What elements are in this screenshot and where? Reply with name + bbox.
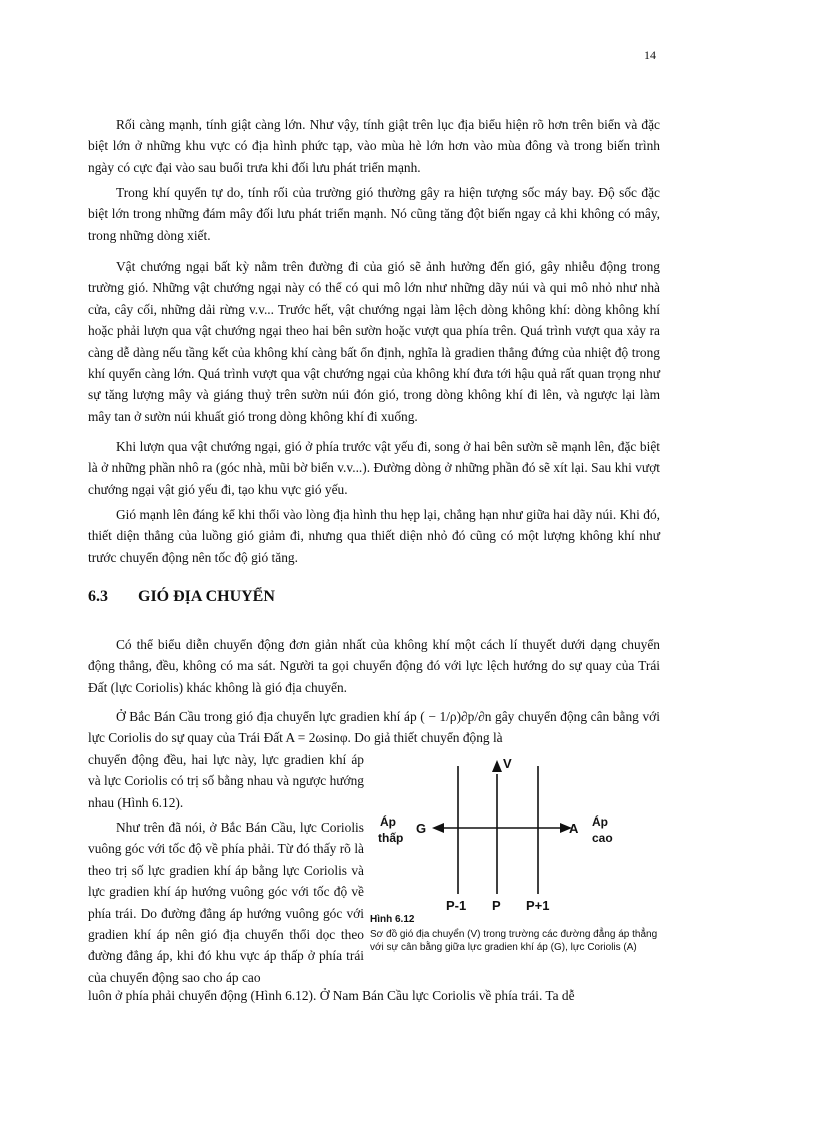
label-low-1: Áp (380, 815, 396, 829)
gradient-arrow-left-icon (432, 823, 444, 833)
label-g: G (416, 821, 427, 836)
geostrophic-diagram (370, 752, 660, 912)
section-title: GIÓ ĐỊA CHUYỂN (138, 588, 275, 605)
label-p-plus-1: P+1 (526, 898, 550, 912)
section-number: 6.3 (88, 588, 108, 605)
wind-arrow-up-icon (492, 760, 502, 772)
figure-caption-title: Hình 6.12 (370, 914, 415, 925)
label-high-1: Áp (592, 815, 608, 829)
label-high-2: cao (592, 831, 613, 845)
paragraph-obstacles: Vật chướng ngại bất kỳ nằm trên đường đi của gió sẽ ảnh hưởng đến gió, gây nhiễu động trong trường gió. Những vật chướng ngại này có thể có qui mô lớn như những dãy núi và qui mô nhỏ như nhà cửa, cây cối, những dải rừng v.v... Trước hết, vật chướng ngại làm lệch dòng không khí: dòng không khí hoặc phải lượn qua vật chướng ngại theo hai bên sườn hoặc vượt qua phía trên. Quá trình vượt qua xảy ra càng dễ dàng nếu tầng kết của không khí càng bất ổn định, nghĩa là gradien thẳng đứng của nhiệt độ trong khí quyển càng lớn. Quá trình vượt qua vật chướng ngại của không khí đưa tới hậu quả rất quan trọng như sự tăng lượng mây và giáng thuỷ trên sườn núi đón gió, trong dòng không khí đi lên, và ngược lại làm mây tan ở sườn núi khuất gió trong dòng không khí đi xuống. (88, 259, 660, 424)
section-heading (88, 588, 275, 606)
paragraph-geostrophic-intro: Có thể biểu diễn chuyển động đơn giản nhất của không khí một cách lí thuyết dưới dạng chuyển động thẳng, đều, không có ma sát. Người ta gọi chuyển động đó với lực lệch hướng do sự quay của Trái Đất (lực Coriolis) khác không là gió địa chuyển. (88, 637, 660, 695)
label-a: A (569, 821, 579, 836)
label-p: P (492, 898, 501, 912)
label-low-2: thấp (378, 831, 404, 845)
paragraph-flow-around: Khi lượn qua vật chướng ngại, gió ở phía trước vật yếu đi, song ở hai bên sườn sẽ mạnh lên, đặc biệt là ở những phần nhô ra (góc nhà, mũi bờ biển v.v...). Đường dòng ở những phần đó sẽ xít lại. Sau khi vượt chướng ngại vật gió yếu đi, tạo khu vực gió yếu. (88, 439, 660, 497)
figure-caption-text: Sơ đồ gió địa chuyển (V) trong trường các đường đẳng áp thẳng với sự cân bằng giữa lực gradien khí áp (G), lực Coriolis (A) (370, 929, 658, 953)
page-number: 14 (644, 48, 656, 62)
paragraph-narrowing: Gió mạnh lên đáng kể khi thổi vào lòng địa hình thu hẹp lại, chẳng hạn như giữa hai dãy núi. Khi đó, thiết diện thẳng của luồng gió giảm đi, nhưng qua thiết diện nhỏ đó cũng có một lượng không khí như trước chuyển động nên tốc độ gió tăng. (88, 507, 660, 565)
paragraph-tail: luôn ở phía phải chuyển động (Hình 6.12). Ở Nam Bán Cầu lực Coriolis về phía trái. Ta dễ (88, 988, 575, 1003)
paragraph-turbulence: Rối càng mạnh, tính giật càng lớn. Như vậy, tính giật trên lục địa biểu hiện rõ hơn trên biển và đặc biệt lớn ở những khu vực có địa hình phức tạp, vào mùa hè lớn hơn vào mùa đông và trong biến trình ngày có cực đại vào sau buổi trưa khi đối lưu phát triển mạnh. (88, 117, 660, 175)
paragraph-free-atmosphere: Trong khí quyển tự do, tính rối của trường gió thường gây ra hiện tượng sốc máy bay. Độ sốc đặc biệt lớn trong những đám mây đối lưu phát triển mạnh. Nó cũng tăng đột biến ngay cả khi không có mây, trong những dòng xiết. (88, 185, 660, 243)
label-p-minus-1: P-1 (446, 898, 467, 912)
paragraph-equal-forces: chuyển động đều, hai lực này, lực gradien khí áp và lực Coriolis có trị số bằng nhau và ngược hướng nhau (Hình 6.12). (88, 752, 364, 810)
paragraph-coriolis-right: Như trên đã nói, ở Bắc Bán Cầu, lực Coriolis vuông góc với tốc độ về phía phải. Từ đó thấy rõ là theo trị số lực gradien khí áp bằng lực Coriolis và lực gradien khí áp hướng vuông góc với tốc độ về phía trái. Do đường đẳng áp hướng vuông góc với gradien khí áp nên gió địa chuyển thổi dọc theo đường đẳng áp, khi đó khu vực áp thấp ở phía trái của chuyển động sao cho áp cao (88, 820, 364, 985)
label-v: V (503, 756, 512, 771)
figure-geostrophic-wind (370, 752, 660, 912)
paragraph-northern-hemisphere: Ở Bắc Bán Cầu trong gió địa chuyển lực gradien khí áp ( − 1/ρ)∂p/∂n gây chuyển động cân bằng với lực Coriolis do sự quay của Trái Đất A = 2ωsinφ. Do giả thiết chuyển động là (88, 709, 660, 746)
